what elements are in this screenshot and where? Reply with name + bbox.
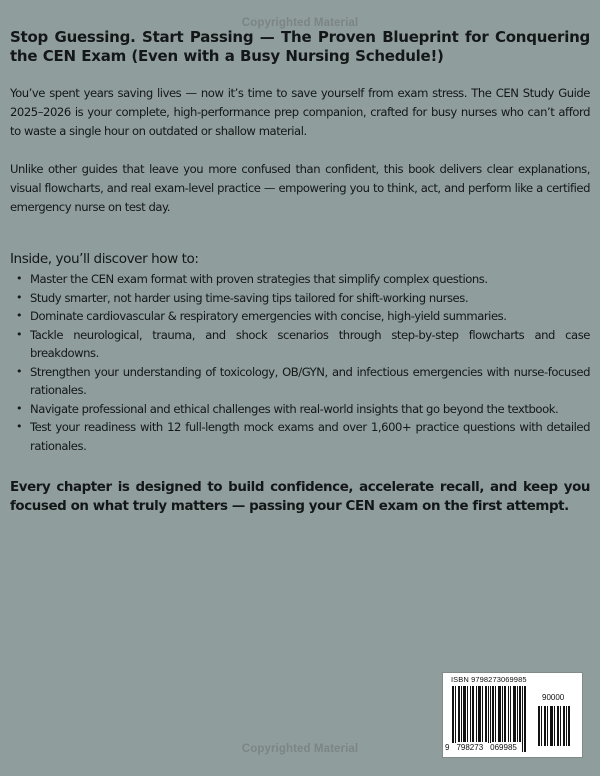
feature-item	[10, 270, 590, 289]
watermark-top: Copyrighted Material	[241, 17, 359, 29]
digits-prefix: 9	[445, 743, 450, 752]
feature-item	[10, 400, 590, 419]
feature-list	[10, 270, 590, 455]
bullet-icon: •	[16, 327, 23, 341]
feature-item	[10, 363, 590, 400]
isbn-label: ISBN 9798273069985	[451, 675, 527, 684]
addon-bars-icon	[538, 706, 570, 746]
headline: Stop Guessing. Start Passing — The Proven Blueprint for Conquering the CEN Exam (Even with a Busy Nursing Schedule!)	[10, 28, 590, 65]
feature-text: Master the CEN exam format with proven strategies that simplify complex questions.	[30, 272, 488, 286]
bullet-icon: •	[16, 420, 23, 433]
bullet-icon: •	[16, 401, 23, 415]
value-paragraph: Unlike other guides that leave you more confused than confident, this book delivers clear explanations, visual flowcharts, and real exam-level practice — empowering you to think, act, and perform like a certified emergency nurse on test day.	[10, 162, 590, 214]
feature-item	[10, 289, 590, 308]
feature-text: Test your readiness with 12 full-length mock exams and over 1,600+ practice questions with detailed rationales.	[30, 420, 590, 453]
digits-group-1: 798273	[456, 743, 484, 752]
feature-item	[10, 418, 590, 455]
addon-code: 90000	[542, 693, 565, 702]
feature-text: Tackle neurological, trauma, and shock scenarios through step-by-step flowcharts and case breakdowns.	[30, 327, 590, 360]
feature-item	[10, 326, 590, 363]
bullet-icon: •	[16, 364, 23, 378]
watermark-bottom: Copyrighted Material	[241, 743, 359, 755]
bullet-icon: •	[16, 272, 23, 285]
back-cover-content	[10, 28, 590, 516]
bullet-icon: •	[16, 290, 23, 304]
inside-heading: Inside, you’ll discover how to:	[10, 251, 199, 267]
feature-item	[10, 307, 590, 326]
feature-text: Strengthen your understanding of toxicology, OB/GYN, and infectious emergencies with nurse-focused rationales.	[30, 364, 590, 397]
digits-group-2: 069985	[490, 743, 517, 752]
closing-statement: Every chapter is designed to build confidence, accelerate recall, and keep you focused on what truly matters — passing your CEN exam on the first attempt.	[10, 480, 590, 514]
feature-text: Dominate cardiovascular & respiratory emergencies with concise, high-yield summaries.	[30, 309, 507, 323]
intro-paragraph: You’ve spent years saving lives — now it’s time to save yourself from exam stress. The CEN Study Guide 2025–2026 is your complete, high-performance prep companion, crafted for busy nurses who can’t afford to waste a single hour on outdated or shallow material.	[10, 86, 590, 138]
feature-text: Study smarter, not harder using time-saving tips tailored for shift-working nurses.	[30, 290, 469, 305]
bullet-icon: •	[16, 309, 23, 322]
feature-text: Navigate professional and ethical challenges with real-world insights that go beyond the textbook.	[30, 401, 559, 416]
